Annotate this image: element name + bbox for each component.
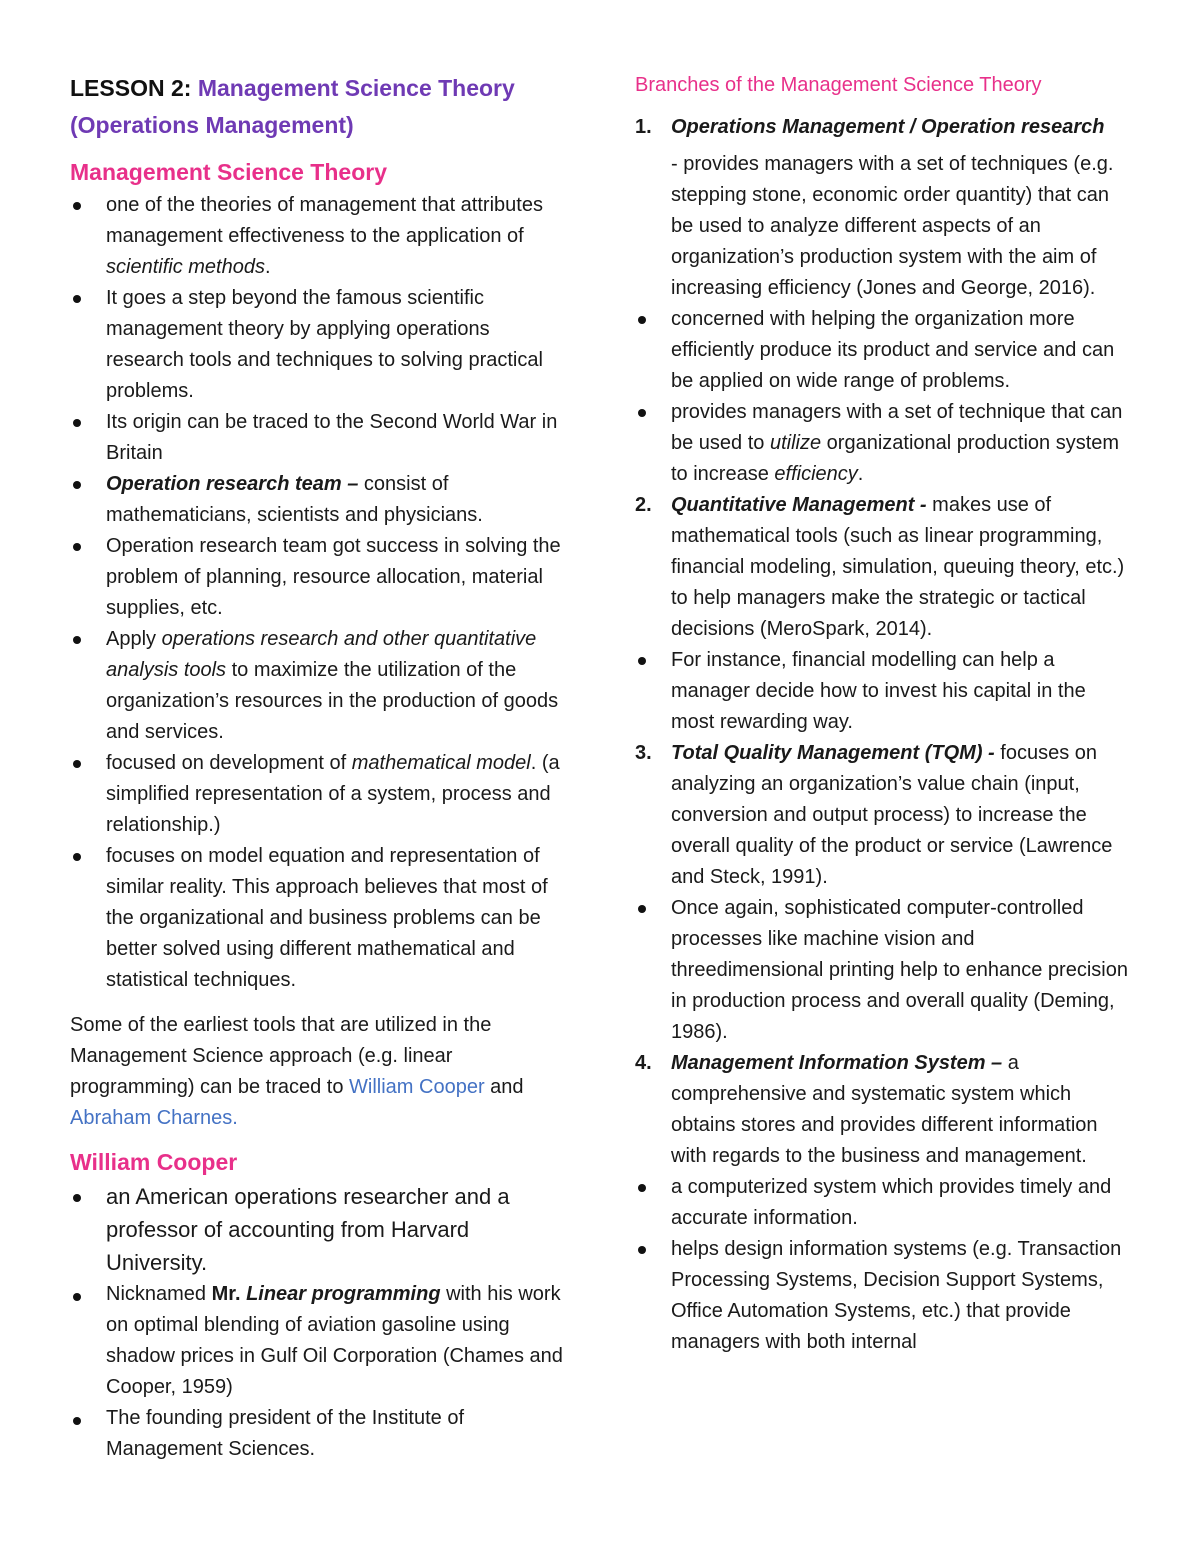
branch-item-3-bullets bbox=[635, 893, 1130, 1048]
earliest-tools-paragraph: Some of the earliest tools that are utilized in the Management Science approach (e.g. linear programming) can be traced to William Cooper and Abraham Charnes. bbox=[70, 1014, 524, 1129]
list-item: an American operations researcher and a professor of accounting from Harvard University. bbox=[70, 1180, 570, 1279]
list-item: It goes a step beyond the famous scientific management theory by applying operations research tools and techniques to solving practical problems. bbox=[70, 283, 570, 407]
right-column bbox=[635, 70, 1130, 1358]
list-item: provides managers with a set of technique that can be used to utilize organizational production system to increase efficiency. bbox=[635, 397, 1130, 490]
section-heading-management-science: Management Science Theory bbox=[70, 159, 387, 185]
list-item: one of the theories of management that attributes management effectiveness to the application of scientific methods. bbox=[70, 190, 570, 283]
list-item: helps design information systems (e.g. Transaction Processing Systems, Decision Support Systems, Office Automation Systems, etc.) that provide managers with both internal bbox=[635, 1234, 1130, 1358]
link-william-cooper[interactable]: William Cooper bbox=[349, 1076, 485, 1098]
branch-item-3: 3. Total Quality Management (TQM) - focuses on analyzing an organization’s value chain (input, conversion and output process) to increase the overall quality of the product or service (Lawrence and Steck, 1991). bbox=[635, 742, 1113, 888]
section-heading-branches: Branches of the Management Science Theory bbox=[635, 74, 1042, 96]
branch-item-2-bullets bbox=[635, 645, 1130, 738]
lesson-title-line2: (Operations Management) bbox=[70, 112, 354, 138]
lesson-title-line1: Management Science Theory bbox=[197, 75, 515, 101]
list-item: focused on development of mathematical model. (a simplified representation of a system, process and relationship.) bbox=[70, 748, 570, 841]
branch-item-4: 4. Management Information System – a comprehensive and systematic system which obtains stores and provides different information with regards to the business and management. bbox=[635, 1052, 1098, 1167]
branch-item-2: 2. Quantitative Management - makes use of mathematical tools (such as linear programming, financial modeling, simulation, queuing theory, etc.) to help managers make the strategic or tactical decisions (MeroSpark, 2014). bbox=[635, 494, 1125, 640]
list-item: Operation research team – consist of mathematicians, scientists and physicians. bbox=[70, 469, 570, 531]
lesson-title bbox=[70, 70, 570, 144]
management-science-bullets bbox=[70, 190, 570, 996]
lesson-prefix: LESSON 2: bbox=[70, 75, 198, 101]
list-item: focuses on model equation and representation of similar reality. This approach believes that most of the organizational and business problems can be better solved using different mathematical and statistical techniques. bbox=[70, 841, 570, 996]
section-heading-william-cooper: William Cooper bbox=[70, 1149, 238, 1175]
list-item: Operation research team got success in solving the problem of planning, resource allocation, material supplies, etc. bbox=[70, 531, 570, 624]
left-column bbox=[70, 70, 570, 1465]
branch-item-4-bullets bbox=[635, 1172, 1130, 1358]
branch-item-1: 1. Operations Management / Operation research bbox=[635, 116, 1105, 138]
branch-item-1-bullets bbox=[635, 304, 1130, 490]
william-cooper-bullets bbox=[70, 1180, 570, 1465]
list-item: Apply operations research and other quantitative analysis tools to maximize the utilization of the organization’s resources in the production of goods and services. bbox=[70, 624, 570, 748]
list-item: a computerized system which provides timely and accurate information. bbox=[635, 1172, 1130, 1234]
list-item: The founding president of the Institute of Management Sciences. bbox=[70, 1403, 570, 1465]
link-abraham-charnes[interactable]: Abraham Charnes. bbox=[70, 1107, 238, 1129]
list-item: Nicknamed Mr. Linear programming with his work on optimal blending of aviation gasoline using shadow prices in Gulf Oil Corporation (Chames and Cooper, 1959) bbox=[70, 1279, 570, 1403]
list-item: Once again, sophisticated computer-controlled processes like machine vision and threedimensional printing help to enhance precision in production process and overall quality (Deming, 1986). bbox=[635, 893, 1130, 1048]
branch-item-1-desc: - provides managers with a set of techniques (e.g. stepping stone, economic order quantity) that can be used to analyze different aspects of an organization’s production system with the aim of increasing efficiency (Jones and George, 2016). bbox=[671, 153, 1114, 299]
list-item: concerned with helping the organization more efficiently produce its product and service and can be applied on wide range of problems. bbox=[635, 304, 1130, 397]
list-item: Its origin can be traced to the Second World War in Britain bbox=[70, 407, 570, 469]
list-item: For instance, financial modelling can help a manager decide how to invest his capital in the most rewarding way. bbox=[635, 645, 1130, 738]
